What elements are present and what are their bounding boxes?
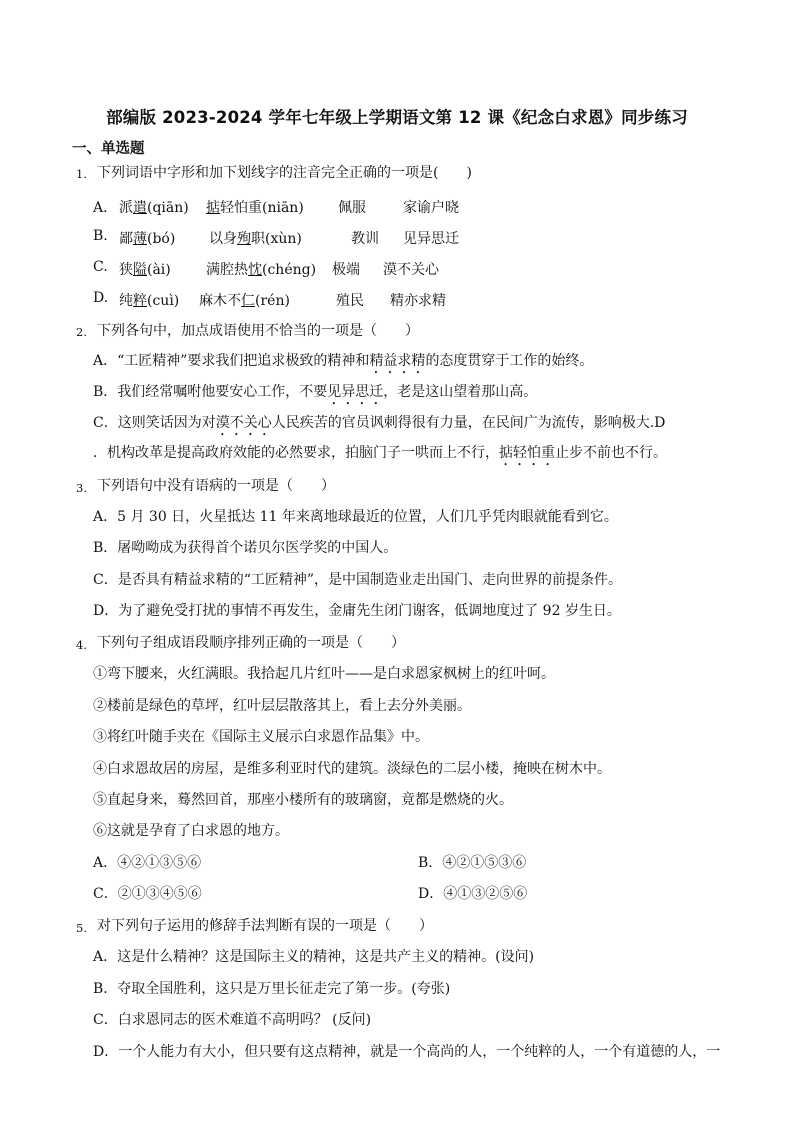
question-stem: 下列句子组成语段顺序排列正确的一项是（ ） — [97, 635, 405, 651]
option-a: A．④②①③⑤⑥ — [93, 855, 202, 871]
question-number: 4. — [76, 638, 87, 652]
option-c: C．是否具有精益求精的“工匠精神”，是中国制造业走出国门、走向世界的前提条件。 — [93, 572, 623, 588]
option-b: B．④②①⑤③⑥ — [418, 855, 527, 871]
option-c: C．这则笑话因为对漠不关心人民疾苦的官员讽刺得很有力量，在民间广为流传，影响极大.D — [93, 415, 666, 431]
option-d: D．一个人能力有大小，但只要有这点精神，就是一个高尚的人，一个纯粹的人，一个有道德的人，一 — [93, 1044, 721, 1060]
option-d: D．④①③②⑤⑥ — [418, 886, 528, 902]
question-number: 2. — [76, 325, 87, 339]
question-number: 3. — [76, 481, 87, 495]
option-a: A．这是什么精神？这是国际主义的精神，这是共产主义的精神。(设问) — [93, 949, 535, 965]
sentence-4: ④白求恩故居的房屋，是维多利亚时代的建筑。淡绿色的二层小楼，掩映在树木中。 — [93, 761, 611, 777]
question-stem: 下列语句中没有语病的一项是（ ） — [97, 478, 335, 494]
option-b: B．我们经常嘱咐他要安心工作，不要见异思迁，老是这山望着那山高。 — [93, 384, 538, 400]
option-a: A．5 月 30 日，火星抵达 11 年来离地球最近的位置，人们几乎凭肉眼就能看到它。 — [93, 509, 618, 525]
question-stem: 下列词语中字形和加下划线字的注音完全正确的一项是( ) — [97, 165, 472, 181]
question-number: 5. — [76, 921, 87, 935]
page-title: 部编版 2023-2024 学年七年级上学期语文第 12 课《纪念白求恩》同步练习 — [106, 108, 688, 127]
option-a: A．“工匠精神”要求我们把追求极致的精神和精益求精的态度贯穿于工作的始终。 — [93, 353, 594, 369]
option-b: B．屠呦呦成为获得首个诺贝尔医学奖的中国人。 — [93, 540, 398, 556]
sentence-2: ②楼前是绿色的草坪，红叶层层散落其上，看上去分外美丽。 — [93, 698, 471, 714]
sentence-1: ①弯下腰来，火红满眼。我拾起几片红叶——是白求恩家枫树上的红叶呵。 — [93, 666, 555, 682]
option-d: D．为了避免受打扰的事情不再发生，金庸先生闭门谢客，低调地度过了 92 岁生日。 — [93, 603, 621, 619]
sentence-3: ③将红叶随手夹在《国际主义展示白求恩作品集》中。 — [93, 729, 429, 745]
option-d: ．机构改革是提高政府效能的必然要求，拍脑门子一哄而上不行，掂轻怕重止步不前也不行。 — [93, 445, 667, 461]
option-c: C．白求恩同志的医术难道不高明吗？ (反问) — [93, 1012, 372, 1028]
sentence-5: ⑤直起身来，蓦然回首，那座小楼所有的玻璃窗，竟都是燃烧的火。 — [93, 792, 513, 808]
question-stem: 下列各句中，加点成语使用不恰当的一项是（ ） — [97, 323, 419, 339]
section-heading: 一、单选题 — [72, 141, 145, 157]
option-b: B．夺取全国胜利，这只是万里长征走完了第一步。(夸张) — [93, 981, 451, 997]
question-number: 1. — [76, 167, 87, 181]
question-stem: 对下列句子运用的修辞手法判断有误的一项是（ ） — [97, 918, 433, 934]
document-page: 部编版 2023-2024 学年七年级上学期语文第 12 课《纪念白求恩》同步练习 一、单选题 1. 下列词语中字形和加下划线字的注音完全正确的一项是( ) A． 派遣(qiān) 掂轻怕重(niān) 佩服 家谕户晓 B. 鄙薄(bó) 以身殉职(xùn) 教训 见异思迁 C. 狭隘(ài) 满腔热忱(chéng) 极端 漠不关心 D. 纯粹(cuì) 麻木不仁(rén) 殖民 精亦求精 2. 下列各句中，加点成语使用不恰当的一项是（ ） A．“工匠精神”要求我们把追求极致的精神和精益求精的态度贯穿于工作的始终。 B．我们经常嘱咐他要安心工作，不要见异思迁，老是这山望着那山高。 C．这则笑话因为对漠不关心人民疾苦的官员讽刺得很有力量，在民间广为流传，影响极大.D ．机构改革是提高政府效能的必然要求，拍脑门子一哄而上不行，掂轻怕重止步不前也不行。 3. 下列语句中没有语病的一项是（ ） A．5 月 30 日，火星抵达 11 年来离地球最近的位置，人们几乎凭肉眼就能看到它。 B．屠呦呦成为获得首个诺贝尔医学奖的中国人。 C．是否具有精益求精的“工匠精神”，是中国制造业走出国门、走向世界的前提条件。 D．为了避免受打扰的事情不再发生，金庸先生闭门谢客，低调地度过了 92 岁生日。 4. 下列句子组成语段顺序排列正确的一项是（ ） ①弯下腰来，火红满眼。我拾起几片红叶——是白求恩家枫树上的红叶呵。 ②楼前是绿色的草坪，红叶层层散落其上，看上去分外美丽。 ③将红叶随手夹在《国际主义展示白求恩作品集》中。 ④白求恩故居的房屋，是维多利亚时代的建筑。淡绿色的二层小楼，掩映在树木中。 ⑤直起身来，蓦然回首，那座小楼所有的玻璃窗，竟都是燃烧的火。 ⑥这就是孕育了白求恩的地方。 A．④②①③⑤⑥ B．④②①⑤③⑥ C．②①③④⑤⑥ D．④①③②⑤⑥ 5. 对下列句子运用的修辞手法判断有误的一项是（ ） A．这是什么精神？这是国际主义的精神，这是共产主义的精神。(设问) B．夺取全国胜利，这只是万里长征走完了第一步。(夸张) C．白求恩同志的医术难道不高明吗？ (反问) D．一个人能力有大小，但只要有这点精神，就是一个高尚的人，一个纯粹的人，一个有道德的人，一 — [0, 0, 794, 1123]
option-c: C．②①③④⑤⑥ — [93, 886, 202, 902]
sentence-6: ⑥这就是孕育了白求恩的地方。 — [93, 823, 289, 839]
